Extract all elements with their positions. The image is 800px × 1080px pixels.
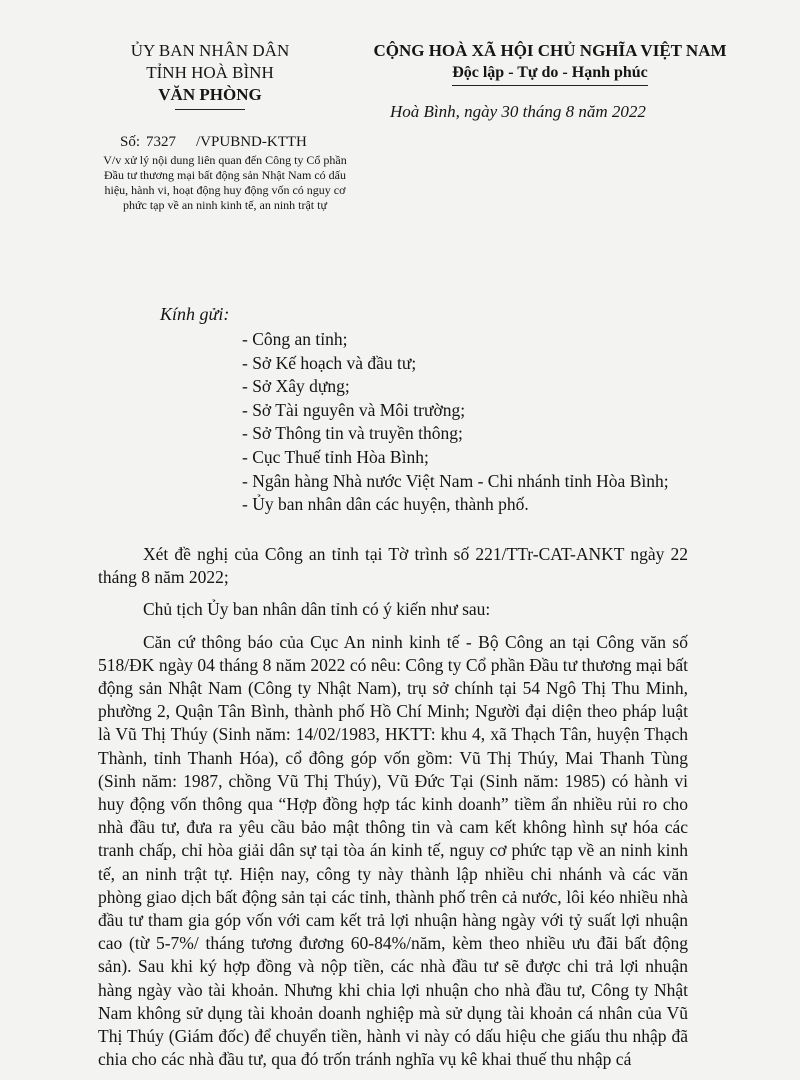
document-number: [120, 134, 307, 151]
agency-line-3: VĂN PHÒNG: [158, 85, 262, 104]
body-paragraph: Xét đề nghị của Công an tỉnh tại Tờ trình số 221/TTr-CAT-ANKT ngày 22 tháng 8 năm 2022;: [98, 544, 688, 588]
doc-number-value: 7327: [146, 134, 177, 150]
date-line: Hoà Bình, ngày 30 tháng 8 năm 2022: [390, 102, 646, 121]
recipient-item: - Sở Thông tin và truyền thông;: [242, 423, 463, 444]
agency-underline: [175, 109, 245, 110]
recipient-item: - Công an tỉnh;: [242, 329, 348, 349]
body-paragraph: Chủ tịch Ủy ban nhân dân tỉnh có ý kiến như sau:: [143, 599, 491, 620]
subject-line: V/v xử lý nội dung liên quan đến Công ty Cổ phần Đầu tư thương mại bất động sản Nhật Nam có dấu hiệu, hành vi, hoạt động huy động vốn có nguy cơ phức tạp về an ninh kinh tế, an ninh trật tự: [103, 153, 347, 212]
issuing-agency-header: [95, 40, 325, 110]
recipient-item: - Ủy ban nhân dân các huyện, thành phố.: [242, 494, 529, 515]
addressee-label: Kính gửi:: [160, 304, 230, 324]
recipient-item: - Ngân hàng Nhà nước Việt Nam - Chi nhánh tỉnh Hòa Bình;: [242, 470, 669, 491]
recipient-item: - Sở Kế hoạch và đầu tư;: [242, 352, 417, 373]
national-motto: Độc lập - Tự do - Hạnh phúc: [452, 62, 648, 86]
document-body: [98, 543, 688, 1071]
body-paragraph: Căn cứ thông báo của Cục An ninh kinh tế - Bộ Công an tại Công văn số 518/ĐK ngày 04 tháng 8 năm 2022 có nêu: Công ty Cổ phần Đầu tư thương mại bất động sản Nhật Nam (Công ty Nhật Nam), trụ sở chính tại 54 Ngô Thị Thu Minh, phường 2, Quận Tân Bình, thành phố Hồ Chí Minh; Người đại diện theo pháp luật là Vũ Thị Thúy (Sinh năm: 14/02/1983, HKTT: khu 4, xã Thạch Tân, huyện Thạch Thành, tỉnh Thanh Hóa), cổ đông góp vốn gồm: Vũ Thị Thúy, Mai Thanh Tùng (Sinh năm: 1987, chồng Vũ Thị Thúy), Vũ Đức Tại (Sinh năm: 1985) có hành vi huy động vốn thông qua “Hợp đồng hợp tác kinh doanh” tiềm ẩn nhiều rủi ro cho nhà đầu tư, đưa ra yêu cầu bảo mật thông tin và cam kết không hình sự hóa các tranh chấp, chỉ hòa giải dân sự tại tòa án kinh tế, nguy cơ phức tạp về an ninh kinh tế, an ninh trật tự. Hiện nay, công ty này thành lập nhiều chi nhánh và các văn phòng giao dịch bất động sản tại các tỉnh, thành phố trên cả nước, lôi kéo nhiều nhà đầu tư tham gia góp vốn với cam kết trả lợi nhuận hàng ngày với tỷ suất lợi nhuận cao (từ 5-7%/ tháng tương đương 60-84%/năm, kèm theo nhiều ưu đãi bất động sản). Sau khi ký hợp đồng và nộp tiền, các nhà đầu tư sẽ được chi trả lợi nhuận hàng ngày vào tài khoản. Nhưng khi chia lợi nhuận cho nhà đầu tư, Công ty Nhật Nam không sử dụng tài khoản doanh nghiệp mà sử dụng tài khoản cá nhân của Vũ Thị Thúy (Giám đốc) để chuyển tiền, hành vi này có dấu hiệu che giấu thu nhập đã chia cho các nhà đầu tư, qua đó trốn tránh nghĩa vụ kê khai thuế thu nhập cá: [98, 631, 688, 1070]
recipient-list: [242, 328, 669, 517]
doc-number-code: /VPUBND-KTTH: [196, 134, 307, 150]
national-header: [350, 40, 750, 86]
agency-line-1: ỦY BAN NHÂN DÂN: [130, 41, 290, 60]
national-title: CỘNG HOÀ XÃ HỘI CHỦ NGHĨA VIỆT NAM: [373, 41, 727, 60]
doc-number-prefix: Số:: [120, 134, 141, 150]
agency-line-2: TỈNH HOÀ BÌNH: [146, 63, 274, 82]
recipient-item: - Sở Xây dựng;: [242, 376, 350, 397]
recipient-item: - Sở Tài nguyên và Môi trường;: [242, 399, 466, 420]
recipient-item: - Cục Thuế tỉnh Hòa Bình;: [242, 446, 429, 467]
